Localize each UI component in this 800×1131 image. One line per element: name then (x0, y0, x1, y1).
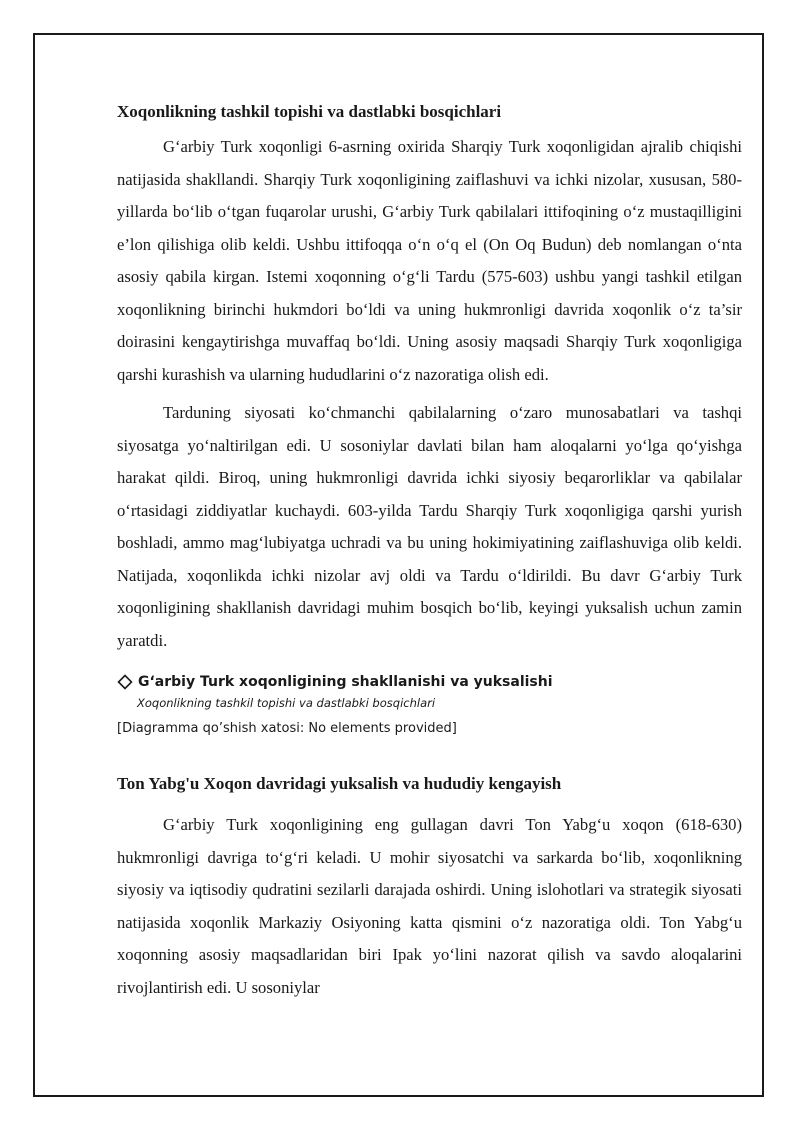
diagram-subtitle: Xoqonlikning tashkil topishi va dastlabki bosqichlari (137, 696, 436, 710)
tag-icon (117, 674, 133, 690)
diagram-title-text: G‘arbiy Turk xoqonligining shakllanishi va yuksalishi (138, 674, 553, 690)
diagram-error: [Diagramma qo’shish xatosi: No elements provided] (117, 721, 457, 736)
paragraph: G‘arbiy Turk xoqonligining eng gullagan davri Ton Yabg‘u xoqon (618-630) hukmronligi davriga to‘g‘ri keladi. U mohir siyosatchi va sarkarda bo‘lib, xoqonlikning siyosiy va iqtisodiy qudratini sezilarli darajada oshirdi. Uning islohotlari va strategik siyosati natijasida xoqonlik Markaziy Osiyoning katta qismini o‘z nazoratiga oldi. Ton Yabg‘u xoqonning asosiy maqsadlaridan biri Ipak yo‘lini nazorat qilish va savdo aloqalarini rivojlantirish edi. U sosoniylar (117, 815, 742, 997)
document-body (117, 97, 742, 1004)
section-heading: Xoqonlikning tashkil topishi va dastlabki bosqichlari (117, 102, 502, 121)
diagram-title (117, 671, 742, 693)
diagram-placeholder (117, 671, 742, 741)
section-heading: Ton Yabg'u Xoqon davridagi yuksalish va hududiy kengayish (117, 774, 562, 793)
paragraph: Tarduning siyosati ko‘chmanchi qabilalarning o‘zaro munosabatlari va tashqi siyosatga yo‘naltirilgan edi. U sosoniylar davlati bilan ham aloqalarni yo‘lga qo‘yishga harakat qildi. Biroq, uning hukmronligi davrida ichki siyosiy beqarorliklar va qabilalar o‘rtasidagi ziddiyatlar kuchaydi. 603-yilda Tardu Sharqiy Turk xoqonligiga qarshi yurish boshladi, ammo mag‘lubiyatga uchradi va bu uning hokimiyatining zaiflashuviga olib keldi. Natijada, xoqonlikda ichki nizolar avj oldi va Tardu o‘ldirildi. Bu davr G‘arbiy Turk xoqonligining shakllanish davridagi muhim bosqich bo‘lib, keyingi yuksalish uchun zamin yaratdi. (117, 403, 742, 650)
paragraph: G‘arbiy Turk xoqonligi 6-asrning oxirida Sharqiy Turk xoqonligidan ajralib chiqishi natijasida shakllandi. Sharqiy Turk xoqonligining zaiflashuvi va ichki nizolar, xususan, 580-yillarda bo‘lib o‘tgan fuqarolar urushi, G‘arbiy Turk qabilalari ittifoqining o‘z mustaqilligini e’lon qilishiga olib keldi. Ushbu ittifoqqa o‘n o‘q el (On Oq Budun) deb nomlangan o‘nta asosiy qabila kirgan. Istemi xoqonning o‘g‘li Tardu (575-603) ushbu yangi tashkil etilgan xoqonlikning birinchi hukmdori bo‘ldi va uning hukmronligi davrida xoqonlik o‘z ta’sir doirasini kengaytirishga muvaffaq bo‘ldi. Uning asosiy maqsadi Sharqiy Turk xoqonligiga qarshi kurashish va ularning hududlarini o‘z nazoratiga olish edi. (117, 137, 742, 384)
